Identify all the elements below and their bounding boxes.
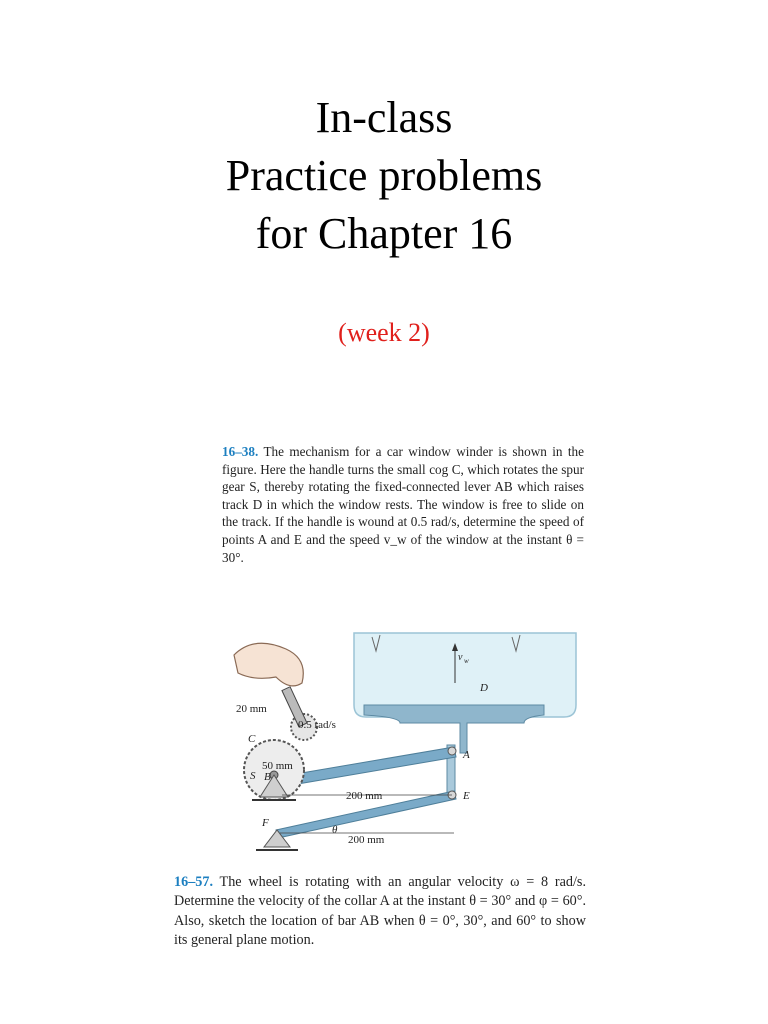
- label-d: D: [480, 682, 488, 694]
- hand: [234, 643, 303, 686]
- label-c: C: [248, 733, 256, 745]
- problem-number: 16–38.: [222, 444, 259, 459]
- label-20mm: 20 mm: [236, 703, 267, 715]
- label-200mm-bottom: 200 mm: [348, 834, 385, 846]
- label-b: B: [264, 771, 271, 783]
- problem-number: 16–57.: [174, 874, 214, 890]
- label-200mm-top: 200 mm: [346, 790, 383, 802]
- title-line-1: In-class: [315, 93, 453, 142]
- label-f: F: [262, 817, 269, 829]
- week-subtitle: (week 2): [338, 318, 430, 347]
- label-rate: 0.5 rad/s: [298, 719, 336, 731]
- label-e: E: [463, 790, 470, 802]
- pin-a: [448, 747, 456, 755]
- label-50mm: 50 mm: [262, 760, 293, 772]
- problem-text: The wheel is rotating with an angular velocity ω = 8 rad/s. Determine the velocity of the collar A at the instant θ = 30° and φ = 60°. Also, sketch the location of bar AB when θ = 0°, 30°, and 60° to show its general plane motion.: [174, 874, 586, 948]
- title-line-2: Practice problems: [225, 151, 543, 200]
- problem-text: The mechanism for a car window winder is shown in the figure. Here the handle turns the small cog C, which rotates the spur gear S, thereby rotating the fixed-connected lever AB which raises track D in which the window rests. The window is free to slide on the track. If the handle is wound at 0.5 rad/s, determine the speed of points A and E and the speed v_w of the window at the instant θ = 30°.: [222, 444, 585, 565]
- label-vw: v: [458, 652, 463, 663]
- problem-16-57: [174, 873, 586, 950]
- label-a: A: [463, 749, 470, 761]
- window-winder-figure: [224, 625, 596, 855]
- label-vw-sub: w: [464, 657, 469, 665]
- mechanism-diagram: [224, 625, 596, 855]
- label-s: S: [250, 770, 256, 782]
- window-glass: [354, 633, 576, 717]
- title-line-3: for Chapter 16: [255, 209, 513, 258]
- problem-16-38: [222, 443, 584, 566]
- label-theta: θ: [332, 824, 338, 836]
